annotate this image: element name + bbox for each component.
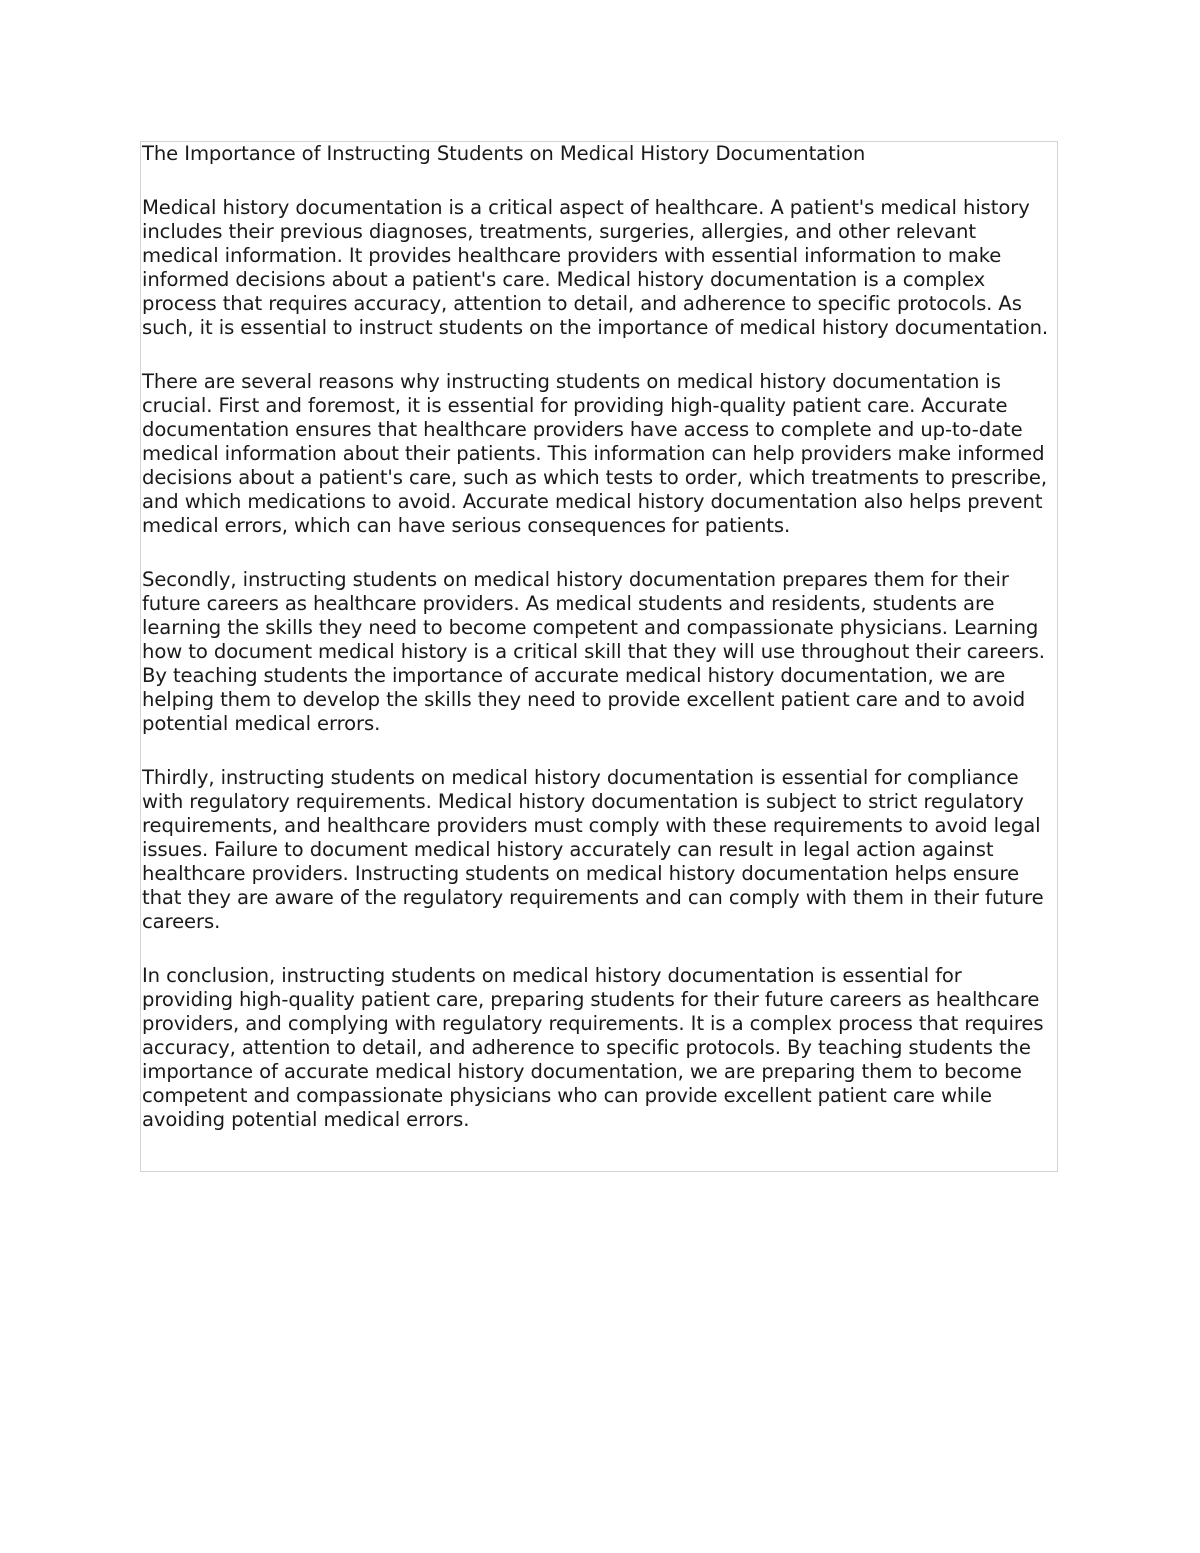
document-paragraph-4: Thirdly, instructing students on medical history documentation is essential for compliance with regulatory requirements. Medical history documentation is subject to strict regulatory requirements, and healthcare providers must comply with these requirements to avoid legal issues. Failure to document medical history accurately can result in legal action against healthcare providers. Instructing students on medical history documentation helps ensure that they are aware of the regulatory requirements and can comply with them in their future careers. bbox=[142, 766, 1044, 933]
document-title: The Importance of Instructing Students on Medical History Documentation bbox=[142, 142, 866, 165]
document-paragraph-1: Medical history documentation is a critical aspect of healthcare. A patient's medical history includes their previous diagnoses, treatments, surgeries, allergies, and other relevant medical information. It provides healthcare providers with essential information to make informed decisions about a patient's care. Medical history documentation is a complex process that requires accuracy, attention to detail, and adherence to specific protocols. As such, it is essential to instruct students on the importance of medical history documentation. bbox=[142, 196, 1049, 339]
document-text-box bbox=[140, 141, 1058, 1172]
document-paragraph-2: There are several reasons why instructing students on medical history documentation is crucial. First and foremost, it is essential for providing high-quality patient care. Accurate documentation ensures that healthcare providers have access to complete and up-to-date medical information about their patients. This information can help providers make informed decisions about a patient's care, such as which tests to order, which treatments to prescribe, and which medications to avoid. Accurate medical history documentation also helps prevent medical errors, which can have serious consequences for patients. bbox=[142, 370, 1047, 537]
document-paragraph-3: Secondly, instructing students on medical history documentation prepares them for their future careers as healthcare providers. As medical students and residents, students are learning the skills they need to become competent and compassionate physicians. Learning how to document medical history is a critical skill that they will use throughout their careers. By teaching students the importance of accurate medical history documentation, we are helping them to develop the skills they need to provide excellent patient care and to avoid potential medical errors. bbox=[142, 568, 1045, 735]
document-paragraph-5: In conclusion, instructing students on medical history documentation is essential for providing high-quality patient care, preparing students for their future careers as healthcare providers, and complying with regulatory requirements. It is a complex process that requires accuracy, attention to detail, and adherence to specific protocols. By teaching students the importance of accurate medical history documentation, we are preparing them to become competent and compassionate physicians who can provide excellent patient care while avoiding potential medical errors. bbox=[142, 964, 1044, 1131]
